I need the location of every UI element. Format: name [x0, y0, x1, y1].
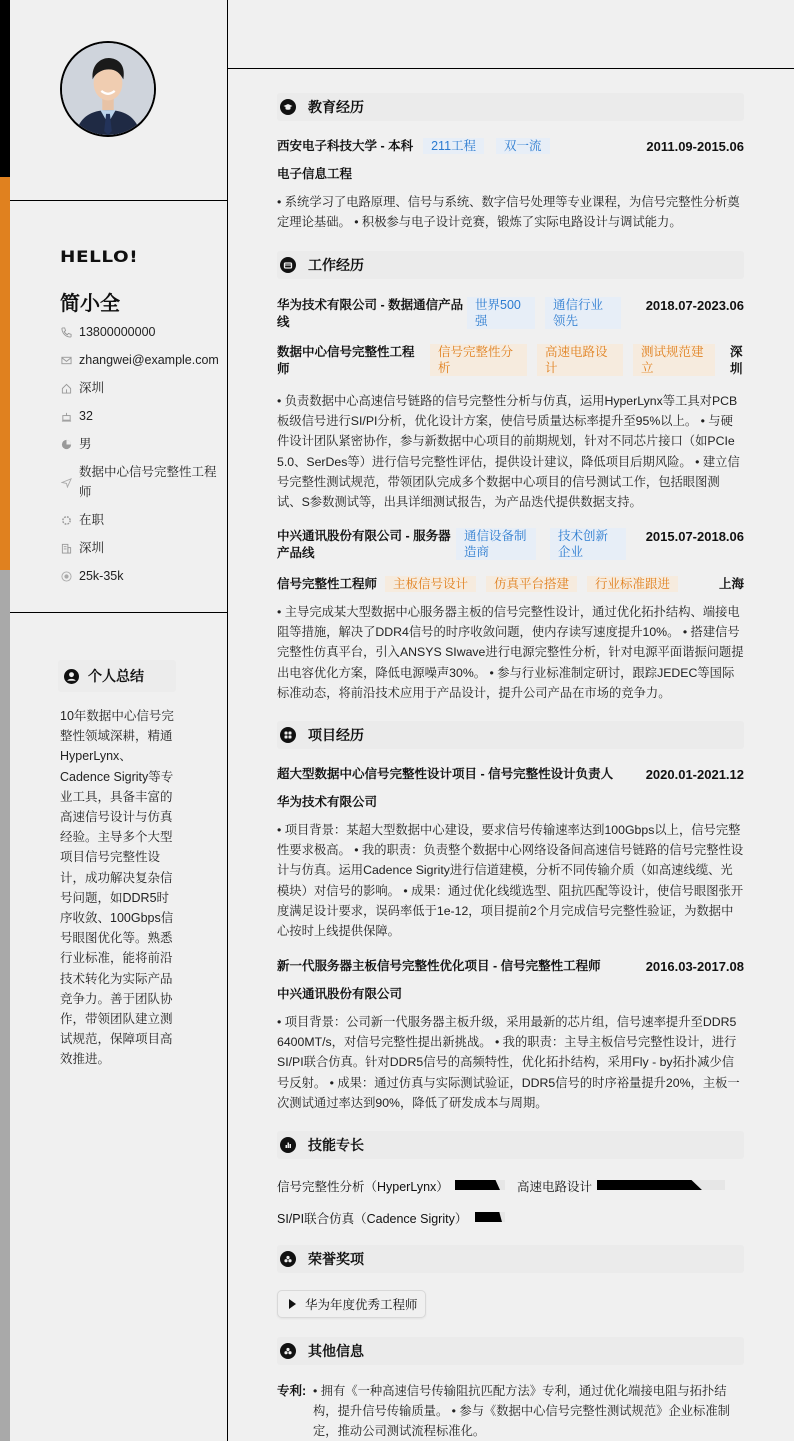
job-city: 上海 [718, 577, 744, 591]
section-skills-heading [277, 1131, 744, 1159]
home-icon [60, 378, 72, 398]
greeting: HELLO! [60, 247, 139, 266]
section-skills-title: 技能专长 [308, 1137, 364, 1153]
education-desc: • 系统学习了电路原理、信号与系统、数字信号处理等专业课程，为信号完整性分析奠定理论基础。 • 积极参与电子设计竞赛，锻炼了实际电路设计与调试能力。 [277, 195, 740, 230]
skill-name: SI/PI联合仿真（Cadence Sigrity） [277, 1212, 468, 1226]
education-row [277, 138, 744, 155]
accent-strip-black [0, 0, 10, 177]
mail-icon [60, 350, 72, 370]
project-date: 2016.03-2017.08 [645, 959, 744, 974]
info-email [60, 350, 225, 370]
building-icon [60, 538, 72, 558]
gender-icon [60, 434, 72, 454]
summary-text: 10年数据中心信号完整性领域深耕，精通HyperLynx、Cadence Sigrity等专业工具，具备丰富的高速信号设计与仿真经验。主导多个大型项目信号完整性设计，成功解决复杂信号问题，如DDR5时序收敛、100Gbps信号眼图优化等。熟悉行业标准，能将前沿技术转化为实际产品竞争力。善于团队协作，带领团队建立测试规范，保障项目高效推进。 [60, 709, 174, 1067]
age-text: 32 [79, 409, 93, 423]
info-phone [60, 322, 225, 342]
section-awards-title: 荣誉奖项 [308, 1251, 364, 1267]
play-triangle-icon [289, 1299, 296, 1309]
job-company: 中兴通讯股份有限公司 - 服务器产品线 [277, 529, 451, 560]
job-date: 2015.07-2018.06 [645, 529, 744, 544]
skill-bar-track [597, 1180, 725, 1190]
send-icon [60, 462, 72, 502]
divider-vertical [227, 0, 228, 1441]
school-tag: 双一流 [496, 138, 550, 154]
section-work-heading [277, 251, 744, 279]
skill-bar-fill [455, 1180, 500, 1190]
accent-strip-gray [0, 570, 10, 1441]
info-location [60, 378, 225, 398]
skill-tag: 仿真平台搭建 [486, 576, 577, 592]
skill-bar-fill [597, 1180, 702, 1190]
section-projects-heading [277, 721, 744, 749]
award-label: 华为年度优秀工程师 [305, 1298, 418, 1312]
summary-title: 个人总结 [88, 668, 144, 684]
project-date: 2020.01-2021.12 [645, 767, 744, 782]
skill-tag: 测试规范建立 [633, 344, 715, 376]
school-tag: 211工程 [423, 138, 484, 154]
project-desc: • 项目背景：公司新一代服务器主板升级，采用最新的芯片组，信号速率提升至DDR5 6400MT/s，对信号完整性提出新挑战。 • 我的职责：主导主板信号完整性设计，进行SI/PI联合仿真。针对DDR5信号的高频特性，优化拓扑结构，采用Fly - by拓扑减少信号反射。 • 成果：通过仿真与实际测试验证，DDR5信号的时序裕量提升20%，主板一次测试通过率达到90%，降低了研发成本与周期。 [277, 1015, 740, 1110]
info-icon [280, 1343, 296, 1359]
accent-strip-orange [0, 177, 10, 570]
project-header [277, 766, 744, 783]
job-header [277, 297, 744, 331]
avatar-photo-icon [62, 43, 154, 135]
info-position [60, 462, 225, 502]
skill-bar-fill [475, 1212, 502, 1222]
skill-bar-track [475, 1212, 505, 1222]
salary-text: 25k-35k [79, 569, 124, 583]
summary-heading [58, 660, 176, 692]
cake-icon [60, 406, 72, 426]
salary-icon [60, 566, 72, 586]
graduation-cap-icon [280, 99, 296, 115]
person-name: 简小全 [60, 293, 120, 315]
section-other-title: 其他信息 [308, 1343, 364, 1359]
section-awards-heading [277, 1245, 744, 1273]
job-position: 数据中心信号完整性工程师 [277, 345, 415, 376]
status-text: 在职 [79, 513, 105, 527]
info-salary [60, 566, 225, 586]
skill-tag: 主板信号设计 [385, 576, 476, 592]
work-city-text: 深圳 [79, 541, 105, 555]
phone-icon [60, 322, 72, 342]
project-name: 新一代服务器主板信号完整性优化项目 - 信号完整性工程师 [277, 959, 601, 973]
position-text: 数据中心信号完整性工程师 [79, 465, 217, 499]
job-date: 2018.07-2023.06 [645, 298, 744, 313]
divider-sidebar-1 [10, 200, 227, 201]
avatar [60, 41, 156, 137]
project-desc: • 项目背景：某超大型数据中心建设，要求信号传输速率达到100Gbps以上，信号完整性要求极高。 • 我的职责：负责整个数据中心网络设备间高速信号链路的信号完整性设计与仿真。运用Cadence Sigrity进行信道建模，分析不同传输介质（如高速线缆、光模块）对信号的影响。 • 成果：通过优化线缆选型、阻抗匹配等设计，使信号眼图张开度满足设计要求，误码率低于1e-12，项目提前2个月完成信号完整性验证，为数据中心按时上线提供保障。 [277, 823, 744, 939]
school-name: 西安电子科技大学 - 本科 [277, 139, 414, 153]
section-other-heading [277, 1337, 744, 1365]
company-tag: 通信设备制造商 [456, 528, 536, 560]
info-age [60, 406, 225, 426]
contact-info-list [60, 322, 225, 594]
bar-chart-icon [280, 1137, 296, 1153]
info-gender [60, 434, 225, 454]
skill-tag: 行业标准跟进 [587, 576, 678, 592]
project-header [277, 958, 744, 975]
skill-bar-track [455, 1180, 505, 1190]
skill-name: 信号完整性分析（HyperLynx） [277, 1180, 449, 1194]
project-company: 华为技术有限公司 [277, 795, 378, 809]
patent-label: 专利: [277, 1384, 307, 1398]
grid-icon [280, 727, 296, 743]
skill-tag: 信号完整性分析 [430, 344, 527, 376]
job-desc: • 负责数据中心高速信号链路的信号完整性分析与仿真，运用HyperLynx等工具对PCB板级信号进行SI/PI分析，优化设计方案，使信号质量达标率提升至95%以上。 • 与硬件设计团队紧密协作，参与新数据中心项目的前期规划，针对不同芯片接口（如PCIe 5.0、SerDes等）进行信号完整性评估，提供设计建议，降低项目后期风险。 • 建立信号完整性测试规范，带领团队完成多个数据中心项目的信号测试工作，包括眼图测试、S参数测试等，出具详细测试报告，为产品迭代提供数据支持。 [277, 394, 740, 510]
job-header [277, 528, 744, 562]
divider-top [228, 68, 794, 69]
company-tag: 技术创新企业 [550, 528, 626, 560]
job-position-row [277, 576, 744, 593]
section-projects-title: 项目经历 [308, 727, 364, 743]
location-text: 深圳 [79, 381, 105, 395]
info-status [60, 510, 225, 530]
job-city: 深圳 [730, 345, 743, 376]
section-education-title: 教育经历 [308, 99, 364, 115]
phone-text: 13800000000 [79, 325, 156, 339]
info-work-city [60, 538, 225, 558]
education-date: 2011.09-2015.06 [646, 139, 744, 154]
section-work-title: 工作经历 [308, 257, 364, 273]
project-company: 中兴通讯股份有限公司 [277, 987, 403, 1001]
skill-name: 高速电路设计 [517, 1180, 593, 1194]
job-desc: • 主导完成某大型数据中心服务器主板的信号完整性设计，通过优化拓扑结构、端接电阻等措施，解决了DDR4信号的时序收敛问题，使内存读写速度提升10%。 • 搭建信号完整性仿真平台，引入ANSYS SIwave进行电源完整性分析，针对电源平面谐振问题提出电容优化方案，降低电源噪声30%。 • 参与行业标准制定研讨，跟踪JEDEC等国际标准动态，将前沿技术应用于产品设计，提升公司产品在市场的竞争力。 [277, 605, 744, 700]
project-name: 超大型数据中心信号完整性设计项目 - 信号完整性设计负责人 [277, 767, 614, 781]
skill-tag: 高速电路设计 [537, 344, 623, 376]
award-icon [280, 1251, 296, 1267]
patent-text: • 拥有《一种高速信号传输阻抗匹配方法》专利，通过优化端接电阻与拓扑结构，提升信号传输质量。 • 参与《数据中心信号完整性测试规范》企业标准制定，推动公司测试流程标准化。 [313, 1384, 730, 1439]
education-major: 电子信息工程 [277, 167, 353, 181]
email-text: zhangwei@example.com [79, 353, 219, 367]
user-circle-icon [64, 669, 79, 684]
job-company: 华为技术有限公司 - 数据通信产品线 [277, 298, 464, 329]
job-position-row [277, 344, 744, 378]
award-item[interactable] [277, 1290, 426, 1318]
gender-text: 男 [79, 437, 92, 451]
briefcase-icon [280, 257, 296, 273]
section-education-heading [277, 93, 744, 121]
company-tag: 世界500强 [467, 297, 535, 329]
status-icon [60, 510, 72, 530]
job-position: 信号完整性工程师 [277, 577, 378, 591]
divider-sidebar-2 [10, 612, 227, 613]
company-tag: 通信行业领先 [545, 297, 621, 329]
